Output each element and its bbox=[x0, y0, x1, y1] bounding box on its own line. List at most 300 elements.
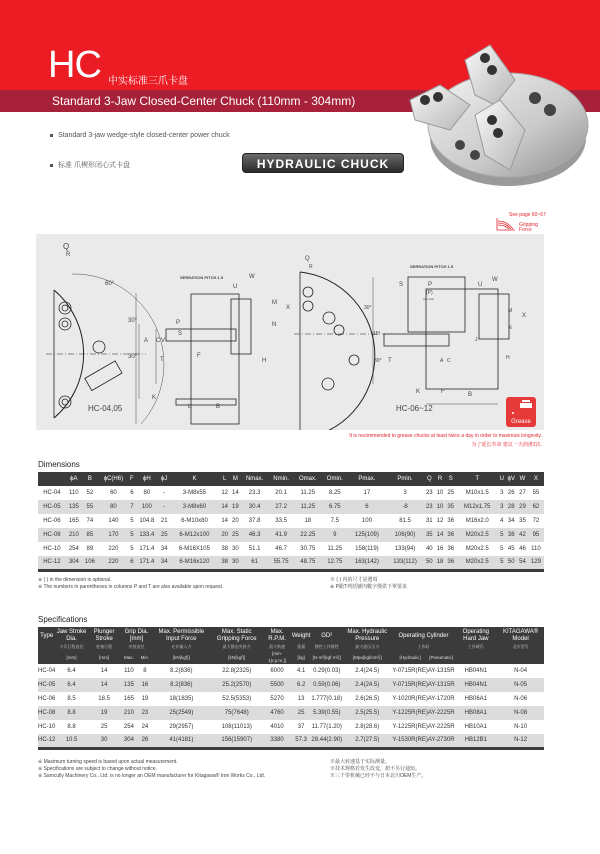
dimensions-row bbox=[38, 542, 544, 556]
dim-cell: 34 bbox=[507, 518, 515, 524]
spec-cell: 10.5 bbox=[55, 734, 87, 748]
dim-label-q: Q bbox=[63, 242, 70, 251]
grease-gun-icon bbox=[506, 397, 536, 417]
spec-cell: 11.77(1.20) bbox=[311, 724, 342, 730]
dim-col-header bbox=[38, 472, 66, 486]
spec-header-row bbox=[38, 650, 544, 664]
dim-label-w-right: W bbox=[492, 277, 498, 283]
spec-cell: 304 bbox=[120, 734, 137, 748]
spec-header-row bbox=[38, 643, 544, 650]
spec-cell: 57.3 bbox=[291, 734, 312, 748]
dim-cell: 20 bbox=[219, 528, 230, 542]
dim-cell: 95 bbox=[528, 528, 544, 542]
spec-cell: N-06 bbox=[514, 696, 528, 702]
dim-cell: 6-M16X105 bbox=[178, 546, 210, 552]
dim-label-30deg-a: 30° bbox=[128, 318, 138, 324]
spec-cell: AY-2225R bbox=[428, 706, 455, 720]
spec-cell: 210 bbox=[120, 706, 137, 720]
dim-cell: 52 bbox=[86, 490, 94, 496]
dimensions-notes-cn bbox=[330, 577, 407, 591]
dim-label-r-right: R bbox=[309, 264, 313, 270]
dim-cell: 36 bbox=[447, 518, 455, 524]
spec-cell: 8.2(836) bbox=[170, 668, 193, 674]
spec-col-header-cn bbox=[38, 643, 55, 650]
dim-label-p: P bbox=[176, 320, 181, 326]
dim-col-header: X bbox=[528, 472, 544, 486]
dimensions-header-row bbox=[38, 472, 544, 486]
spec-cell: 19 bbox=[141, 696, 149, 702]
dim-cell: 6 bbox=[129, 556, 135, 570]
spec-cell: 25 bbox=[291, 706, 312, 720]
spec-cell: 28.44(2.90) bbox=[311, 734, 342, 748]
dim-cell: 5 bbox=[498, 528, 505, 542]
hydraulic-chuck-badge: HYDRAULIC CHUCK bbox=[242, 153, 404, 173]
dim-cell: 11.25 bbox=[294, 500, 322, 514]
spec-col-header: Grip Dia. [mm] bbox=[120, 627, 152, 643]
serration-pitch-label-left: SERRATION PITCH 1.5 bbox=[180, 275, 224, 280]
spec-col-header: Operating Cylinder bbox=[392, 627, 454, 643]
spec-unit: [Pneumatic] bbox=[428, 650, 455, 664]
spec-cell: 5500 bbox=[263, 678, 291, 692]
spec-cell: 26 bbox=[137, 734, 152, 748]
dim-cell: 14 bbox=[435, 528, 446, 542]
spec-row bbox=[38, 734, 544, 748]
dim-cell: 30 bbox=[232, 546, 239, 552]
bullet-icon bbox=[50, 164, 53, 167]
dim-cell: 27.2 bbox=[269, 500, 294, 514]
spec-cell: AY-2730R bbox=[428, 734, 455, 748]
serration-pitch-label-right: SERRATION PITCH 1.5 bbox=[410, 264, 454, 269]
dim-cell: 304 bbox=[66, 556, 82, 570]
note-parentheses-cn: ※ P跟T列括號內數字僅供下單要求 bbox=[330, 584, 407, 590]
spec-cell: Y-1225R(RE) bbox=[392, 724, 428, 730]
spec-notes-en bbox=[38, 759, 265, 780]
dim-cell: 38 bbox=[219, 556, 230, 570]
dim-label-t: T bbox=[160, 357, 164, 363]
note-max-speed: ※ Maximum turning speed is based upon actual measurement. bbox=[38, 759, 178, 765]
dim-cell: 6-M16x120 bbox=[170, 556, 220, 570]
spec-cell: 23 bbox=[137, 706, 152, 720]
dim-col-header: Nmax. bbox=[241, 472, 269, 486]
spec-cell: 18(1835) bbox=[169, 696, 194, 702]
dim-col-header: Nmin. bbox=[269, 472, 294, 486]
dim-label-r: R bbox=[66, 252, 71, 258]
dim-cell: 55.75 bbox=[269, 556, 294, 570]
dim-cell: 220 bbox=[108, 546, 119, 552]
spec-cell: 8.2(836) bbox=[152, 678, 210, 692]
model-cell: HC-12 bbox=[38, 734, 55, 748]
drawing-caption-hc06-12: HC-06~12 bbox=[396, 404, 433, 413]
dim-cell: 100 bbox=[361, 518, 372, 524]
spec-cell: 14 bbox=[88, 678, 121, 692]
dim-cell: 3 bbox=[498, 500, 505, 514]
spec-cell: 2.5(25.5) bbox=[342, 706, 392, 720]
dim-cell: 23.3 bbox=[248, 490, 261, 496]
spec-row bbox=[38, 664, 544, 678]
spec-cell: 5.39(0.55) bbox=[311, 706, 342, 720]
dim-cell: 140 bbox=[108, 518, 119, 524]
spec-col-header-cn: 重量 bbox=[291, 643, 312, 650]
dim-cell: 81.5 bbox=[399, 518, 411, 524]
dim-cell: 80 bbox=[143, 490, 151, 496]
spec-cell: Y-1530R(RE) bbox=[392, 734, 427, 748]
spec-cell: HB04N1 bbox=[455, 678, 498, 692]
dim-cell: 9 bbox=[322, 528, 348, 542]
spec-cell: N-12 bbox=[497, 734, 544, 748]
spec-cell: 2.4(24.5) bbox=[355, 668, 380, 674]
spec-col-header: Max. Hydraulic Pressure bbox=[342, 627, 392, 643]
dim-label-k-right: K bbox=[416, 389, 421, 395]
dimensions-row bbox=[38, 500, 544, 514]
model-cell: HC-05 bbox=[38, 500, 66, 514]
dim-cell: 89 bbox=[86, 546, 94, 552]
dim-cell: M10x1.5 bbox=[465, 490, 489, 496]
dim-label-c-right: C bbox=[447, 358, 451, 364]
dim-cell: 40 bbox=[425, 546, 433, 552]
spec-cell: 2.8(28.6) bbox=[355, 724, 380, 730]
spec-unit: [min-1{r.p.m.}] bbox=[263, 650, 291, 664]
spec-cell: Y-0715R(RE) bbox=[392, 668, 428, 674]
dim-cell: M16x2.0 bbox=[465, 518, 489, 524]
spec-cell: 165 bbox=[123, 696, 134, 702]
chuck-product-image bbox=[400, 20, 590, 190]
dim-cell: 31 bbox=[425, 518, 433, 524]
spec-unit: [kN{kgf}] bbox=[152, 650, 210, 664]
dim-label-v: V bbox=[161, 338, 166, 344]
model-cell: HC-06 bbox=[38, 696, 56, 702]
spec-cell: AY-1315R bbox=[428, 678, 455, 692]
spec-col-header: GD² bbox=[311, 627, 342, 643]
dim-cell: -8 bbox=[386, 500, 424, 514]
spec-col-header-cn: 最大液压压力 bbox=[342, 643, 392, 650]
spec-cell: 2.4(24.5) bbox=[342, 678, 392, 692]
dim-col-header: R bbox=[435, 472, 446, 486]
spec-col-header: Weight bbox=[291, 627, 312, 643]
dim-col-header: Omax. bbox=[294, 472, 322, 486]
spec-row bbox=[38, 720, 544, 734]
spec-col-header-cn: 最大静态夹持力 bbox=[210, 643, 263, 650]
spec-unit bbox=[455, 650, 498, 664]
spec-col-header-cn: 北川型号 bbox=[497, 643, 544, 650]
page-subtitle: Standard 3-Jaw Closed-Center Chuck (110mm - 304mm) bbox=[52, 94, 356, 108]
dim-cell: 35 bbox=[445, 500, 456, 514]
dim-cell: 163(142) bbox=[348, 556, 387, 570]
spec-cell: 75(7648) bbox=[210, 706, 263, 720]
spec-row bbox=[38, 706, 544, 720]
dim-col-header: ϕJ bbox=[159, 472, 170, 486]
dimensions-row bbox=[38, 556, 544, 570]
dim-cell: 16 bbox=[436, 546, 444, 552]
dim-col-header: ϕV bbox=[505, 472, 517, 486]
dim-cell: 8.25 bbox=[328, 490, 341, 496]
spec-col-header: Type bbox=[38, 627, 55, 643]
spec-cell: 110 bbox=[124, 668, 134, 674]
dim-cell: 110 bbox=[531, 546, 541, 552]
dim-label-30deg-right-b: 30° bbox=[374, 358, 382, 364]
dim-cell: 10 bbox=[436, 490, 444, 496]
dim-cell: 50 bbox=[424, 556, 435, 570]
spec-cell: 24 bbox=[141, 724, 149, 730]
dim-cell: 3-M8x60 bbox=[170, 500, 220, 514]
dim-cell: 30.4 bbox=[241, 500, 269, 514]
dim-cell: 72 bbox=[532, 518, 540, 524]
spec-col-header-cn: 允许输入力 bbox=[152, 643, 210, 650]
dim-cell: 106 bbox=[82, 556, 98, 570]
spec-col-header: Max. R.P.M. bbox=[263, 627, 291, 643]
gripping-force-label: Gripping Force bbox=[519, 222, 538, 233]
dim-cell: 37.8 bbox=[248, 518, 261, 524]
dim-label-a: A bbox=[144, 338, 149, 344]
dim-cell: 106(90) bbox=[386, 528, 424, 542]
model-cell: HC-08 bbox=[38, 706, 55, 720]
page-title: HC bbox=[48, 44, 101, 86]
dim-cell: 18 bbox=[435, 556, 446, 570]
dim-cell: 36 bbox=[445, 528, 456, 542]
dim-label-n: N bbox=[272, 322, 277, 328]
dim-cell: 29 bbox=[517, 500, 528, 514]
spec-cell: 135 bbox=[120, 678, 137, 692]
dim-cell: 38 bbox=[221, 546, 229, 552]
spec-cell: 29(2957) bbox=[169, 724, 194, 730]
dim-col-header: ϕH bbox=[135, 472, 159, 486]
dim-cell: 34 bbox=[160, 546, 168, 552]
spec-cell: N-08 bbox=[497, 706, 544, 720]
dim-cell: 158(119) bbox=[355, 546, 379, 552]
note-max-speed-cn: ※最大转速基于实际测量。 bbox=[330, 759, 391, 765]
spec-cell: 6000 bbox=[270, 668, 284, 674]
dim-cell: 25 bbox=[230, 528, 241, 542]
dim-cell: 42 bbox=[517, 528, 528, 542]
dim-cell: 14 bbox=[232, 490, 239, 496]
spec-cell: 0.59(0.06) bbox=[311, 678, 342, 692]
dim-cell: 5 bbox=[500, 546, 504, 552]
dim-cell: 20.1 bbox=[275, 490, 287, 496]
dim-col-header: U bbox=[498, 472, 505, 486]
spec-cell: 8.8 bbox=[67, 724, 76, 730]
spec-cell: 52.5(5353) bbox=[222, 696, 252, 702]
dim-label-15deg: 15° bbox=[373, 331, 381, 337]
dim-cell: 170 bbox=[98, 528, 129, 542]
dim-cell: 74 bbox=[86, 518, 94, 524]
spec-cell: 108(11013) bbox=[221, 724, 252, 730]
dim-cell: 55 bbox=[82, 500, 98, 514]
dim-cell: 3 bbox=[403, 490, 407, 496]
dim-cell: 48.75 bbox=[294, 556, 322, 570]
dim-cell: 5 bbox=[129, 528, 135, 542]
feature-text: Standard 3-jaw wedge-style closed-center power chuck bbox=[58, 132, 230, 139]
spec-cell: 5270 bbox=[270, 696, 284, 702]
spec-cell: 2.6(26.5) bbox=[355, 696, 380, 702]
dim-cell: 133(94) bbox=[394, 546, 416, 552]
spec-cell: 6.4 bbox=[55, 678, 87, 692]
dim-cell: 4 bbox=[500, 518, 504, 524]
dim-cell: 100 bbox=[135, 500, 159, 514]
model-cell: HC-08 bbox=[38, 528, 66, 542]
dim-cell: M12x1.75 bbox=[456, 500, 498, 514]
dim-cell: 45 bbox=[507, 546, 515, 552]
spec-unit: Min. bbox=[137, 650, 152, 664]
dim-cell: 254 bbox=[68, 546, 79, 552]
dim-label-u: U bbox=[233, 284, 238, 290]
note-parentheses: ※ The numbers in parentheses in columns P and T are also available upon request. bbox=[38, 584, 224, 590]
dim-cell: - bbox=[163, 490, 166, 496]
dim-cell: 14 bbox=[219, 500, 230, 514]
spec-cell: 16 bbox=[137, 678, 152, 692]
spec-unit bbox=[38, 650, 55, 664]
dim-cell: 5 bbox=[498, 556, 505, 570]
dim-label-h-right: H bbox=[506, 355, 510, 361]
dim-cell: 46.3 bbox=[241, 528, 269, 542]
dim-cell: 104.8 bbox=[139, 518, 155, 524]
dim-cell: 5 bbox=[130, 546, 134, 552]
dimensions-row bbox=[38, 486, 544, 500]
spec-unit: [mm] bbox=[55, 650, 87, 664]
spec-cell: 4760 bbox=[263, 706, 291, 720]
grease-icon bbox=[506, 397, 536, 427]
dim-cell: M20x2.5 bbox=[456, 528, 498, 542]
spec-row bbox=[38, 678, 544, 692]
model-cell: HC-10 bbox=[43, 546, 61, 552]
dim-col-header: ϕA bbox=[66, 472, 82, 486]
spec-cell: 25(2549) bbox=[152, 706, 210, 720]
spec-col-header-cn: 工作缸 bbox=[392, 643, 454, 650]
dim-col-header: L bbox=[219, 472, 230, 486]
spec-cell: 25 bbox=[100, 724, 108, 730]
spec-col-header-cn: 卡爪行程直径 bbox=[55, 643, 87, 650]
spec-cell: 4010 bbox=[270, 724, 284, 730]
note-spec-change: ※ Specifications are subject to change without notice. bbox=[38, 766, 157, 772]
dim-cell: 12 bbox=[221, 490, 229, 496]
dim-cell: 60 bbox=[110, 490, 117, 496]
dim-cell: 133(112) bbox=[386, 556, 424, 570]
dim-col-header: K bbox=[170, 472, 220, 486]
spec-cell: 4.1 bbox=[296, 668, 306, 674]
dim-cell: 62 bbox=[528, 500, 544, 514]
spec-cell: 0.29(0.03) bbox=[313, 668, 341, 674]
dim-label-x-right: X bbox=[522, 313, 527, 319]
dim-cell: 7.5 bbox=[330, 518, 339, 524]
dim-cell: 125(109) bbox=[348, 528, 387, 542]
dim-label-30deg-b: 30° bbox=[128, 354, 138, 360]
spec-col-header-cn: 夹持直径 bbox=[120, 643, 152, 650]
spec-cell: 8.8 bbox=[55, 706, 87, 720]
note-oem-cn: ※三千里机械已经不与日本北川OEM生产。 bbox=[330, 773, 427, 779]
spec-cell: 18.5 bbox=[98, 696, 110, 702]
spec-cell: Y-1020R(RE) bbox=[392, 696, 428, 702]
spec-cell: 41(4181) bbox=[152, 734, 210, 748]
spec-cell: 14 bbox=[100, 668, 108, 674]
spec-cell: HB12B1 bbox=[455, 734, 498, 748]
dim-label-b-right: B bbox=[468, 392, 473, 398]
dim-cell: 3-M8x55 bbox=[182, 490, 207, 496]
technical-drawing bbox=[36, 234, 544, 430]
dim-cell: 23 bbox=[425, 490, 433, 496]
feature-text: 标准 爪楔形闭心式卡盘 bbox=[58, 162, 130, 169]
spec-cell: 2.7(27.5) bbox=[342, 734, 392, 748]
note-optional-cn: ※ ( ) 内的尺寸是選項 bbox=[330, 577, 378, 583]
gripping-force-icon bbox=[495, 216, 517, 232]
spec-cell: 19 bbox=[88, 706, 121, 720]
dim-label-u-right: U bbox=[478, 282, 483, 288]
spec-cell: 6.4 bbox=[67, 668, 76, 674]
spec-unit bbox=[497, 650, 544, 664]
dim-cell: 18 bbox=[304, 518, 312, 524]
dim-col-header: Omin. bbox=[322, 472, 348, 486]
dim-label-q-right: Q bbox=[305, 256, 310, 262]
dim-label-p-paren: (P) bbox=[426, 290, 433, 296]
model-cell: HC-05 bbox=[38, 678, 55, 692]
spec-unit: [mm] bbox=[88, 650, 121, 664]
spec-cell: HB06A1 bbox=[464, 696, 488, 702]
spec-cell: 25.2(2570) bbox=[210, 678, 263, 692]
dim-cell: 135 bbox=[66, 500, 82, 514]
dim-label-n-right: N bbox=[508, 325, 512, 331]
dim-cell: 33.5 bbox=[275, 518, 287, 524]
dim-label-h: H bbox=[262, 358, 267, 364]
dim-cell: 28 bbox=[505, 500, 517, 514]
spec-cell: 30 bbox=[88, 734, 121, 748]
dim-cell: 12.75 bbox=[322, 556, 348, 570]
dim-label-t-right: T bbox=[388, 358, 392, 364]
spec-cell: HB10A1 bbox=[464, 724, 488, 730]
model-cell: HC-04 bbox=[38, 668, 56, 674]
spec-cell: 254 bbox=[123, 724, 134, 730]
see-page-link[interactable]: See page 60~67 bbox=[509, 212, 546, 218]
dim-cell: 171.4 bbox=[139, 546, 155, 552]
dim-cell: 85 bbox=[82, 528, 98, 542]
grease-label: Grease bbox=[511, 419, 531, 425]
dim-label-x: X bbox=[286, 305, 291, 311]
dim-cell: 46.7 bbox=[275, 546, 287, 552]
dim-label-w: W bbox=[249, 274, 255, 280]
dim-cell: 3 bbox=[500, 490, 504, 496]
dim-cell: 30.75 bbox=[300, 546, 316, 552]
spec-cell: 37 bbox=[297, 724, 305, 730]
spec-col-header-cn: 工作硬爪 bbox=[455, 643, 498, 650]
dim-label-l: L bbox=[188, 404, 192, 410]
dim-cell: 25 bbox=[159, 528, 170, 542]
spec-unit: [Mpa{kgf/cm²}] bbox=[342, 650, 392, 664]
spec-cell: AY-2225R bbox=[427, 724, 455, 730]
dim-cell: 38 bbox=[505, 528, 517, 542]
dim-col-header: Q bbox=[424, 472, 435, 486]
dim-cell: 11.25 bbox=[300, 490, 316, 496]
dim-cell: 20 bbox=[232, 518, 239, 524]
dimensions-title: Dimensions bbox=[38, 460, 80, 469]
spec-col-header: Max. Static Gripping Force bbox=[210, 627, 263, 643]
drawing-caption-hc04-05: HC-04,05 bbox=[88, 404, 123, 413]
dim-col-header: Pmin. bbox=[386, 472, 424, 486]
spec-cell: 156(15907) bbox=[210, 734, 263, 748]
dim-cell: 35 bbox=[424, 528, 435, 542]
dim-label-k: K bbox=[152, 395, 157, 401]
dim-cell: 6 bbox=[130, 490, 134, 496]
dim-cell: 110 bbox=[69, 490, 79, 496]
spec-cell: 13 bbox=[297, 696, 305, 702]
dim-col-header: T bbox=[456, 472, 498, 486]
dim-cell: 171.4 bbox=[135, 556, 159, 570]
dim-label-m-right: M bbox=[508, 308, 513, 314]
spec-unit: [kN{kgf}] bbox=[210, 650, 263, 664]
dim-cell: 80 bbox=[98, 500, 129, 514]
specifications-table bbox=[38, 627, 544, 750]
grease-note-cn: 为了延长寿命 建议一天润滑2次. bbox=[471, 442, 542, 448]
note-spec-change-cn: ※技术规格若发生改变，恕不另行通知。 bbox=[330, 766, 421, 772]
spec-cell: AY-1315R bbox=[427, 668, 455, 674]
dim-cell: 51.1 bbox=[248, 546, 261, 552]
dim-label-m: M bbox=[272, 300, 277, 306]
dim-cell: 11.25 bbox=[327, 546, 343, 552]
